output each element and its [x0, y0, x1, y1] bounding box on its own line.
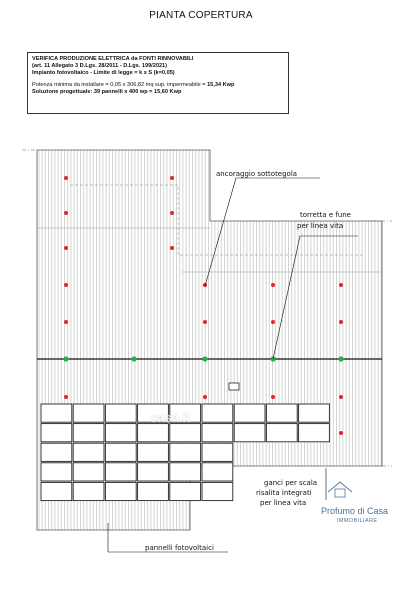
turret-label-1: torretta e fune	[300, 211, 351, 219]
anchor-point	[64, 176, 68, 180]
anchor-point	[170, 176, 174, 180]
solar-panel	[105, 443, 136, 461]
solar-panel	[105, 424, 136, 442]
lifeline-point	[131, 356, 136, 361]
solar-panel	[41, 443, 72, 461]
anchor-point	[271, 283, 275, 287]
solar-panel	[73, 443, 104, 461]
solar-panel	[170, 443, 201, 461]
anchor-label: ancoraggio sottotegola	[216, 170, 298, 178]
solar-panel	[234, 404, 265, 422]
solar-panel	[202, 482, 233, 500]
anchor-point	[170, 211, 174, 215]
anchor-point	[64, 395, 68, 399]
anchor-point	[64, 283, 68, 287]
anchor-point	[339, 395, 343, 399]
solar-panel	[73, 463, 104, 481]
solar-panel	[73, 424, 104, 442]
watermark-center: casa.it	[150, 410, 191, 425]
solar-panel	[41, 463, 72, 481]
info-min-power-text: Potenza minima da installare = 0,05 x 306,82 mq sup. impermeabile =	[32, 82, 208, 89]
solar-panel	[105, 482, 136, 500]
watermark-logo-icon	[328, 482, 352, 497]
solar-panel	[138, 424, 169, 442]
page-title: PIANTA COPERTURA	[149, 10, 253, 21]
solar-panel	[266, 424, 297, 442]
solar-panel	[138, 482, 169, 500]
anchor-point	[203, 395, 207, 399]
info-limit: Impianto fotovoltaico - Limite di legge = k x S (k=0,05)	[32, 70, 175, 77]
watermark-sub: IMMOBILIARE	[337, 518, 378, 524]
turret-label-2: per linea vita	[297, 222, 344, 230]
hooks-label-3: per linea vita	[260, 499, 307, 507]
solar-panel	[138, 443, 169, 461]
solar-panel	[41, 424, 72, 442]
solar-panel	[170, 463, 201, 481]
anchor-point	[64, 211, 68, 215]
anchor-point	[64, 246, 68, 250]
lifeline-point	[202, 356, 207, 361]
anchor-point	[64, 320, 68, 324]
lifeline-point	[63, 356, 68, 361]
info-min-power-value: 15,34 Kwp	[207, 82, 235, 89]
solar-panel	[234, 424, 265, 442]
anchor-point	[339, 320, 343, 324]
lifeline-point	[338, 356, 343, 361]
anchor-point	[339, 283, 343, 287]
solar-panel	[105, 463, 136, 481]
anchor-point	[203, 320, 207, 324]
solar-panel	[299, 424, 330, 442]
solar-panel	[105, 404, 136, 422]
info-law-ref: (art. 11 Allegato 3 D.Lgs. 28/2011 - D.Lgs. 199/2021)	[32, 63, 168, 70]
solar-panel	[170, 482, 201, 500]
solar-panel	[266, 404, 297, 422]
solar-panel	[202, 424, 233, 442]
anchor-point	[170, 246, 174, 250]
info-solution: Soluzione progettuale: 39 pannelli x 400 wp = 15,60 Kwp	[32, 89, 182, 96]
solar-panel	[41, 482, 72, 500]
anchor-point	[271, 395, 275, 399]
solar-panel	[170, 424, 201, 442]
anchor-point	[271, 320, 275, 324]
hooks-label-1: ganci per scala	[264, 479, 318, 487]
solar-panel	[41, 404, 72, 422]
solar-panel	[73, 404, 104, 422]
panels-label: pannelli fotovoltaici	[145, 544, 214, 552]
solar-panel	[202, 463, 233, 481]
solar-panel	[202, 404, 233, 422]
solar-panel	[138, 463, 169, 481]
watermark-brand: Profumo di Casa	[321, 506, 389, 516]
info-heading: VERIFICA PRODUZIONE ELETTRICA da FONTI RINNOVABILI	[32, 56, 194, 62]
solar-panel	[73, 482, 104, 500]
hooks-label-2: risalita integrati	[256, 489, 312, 497]
solar-panel	[202, 443, 233, 461]
anchor-point	[339, 431, 343, 435]
solar-panel	[299, 404, 330, 422]
skylight	[229, 383, 239, 390]
